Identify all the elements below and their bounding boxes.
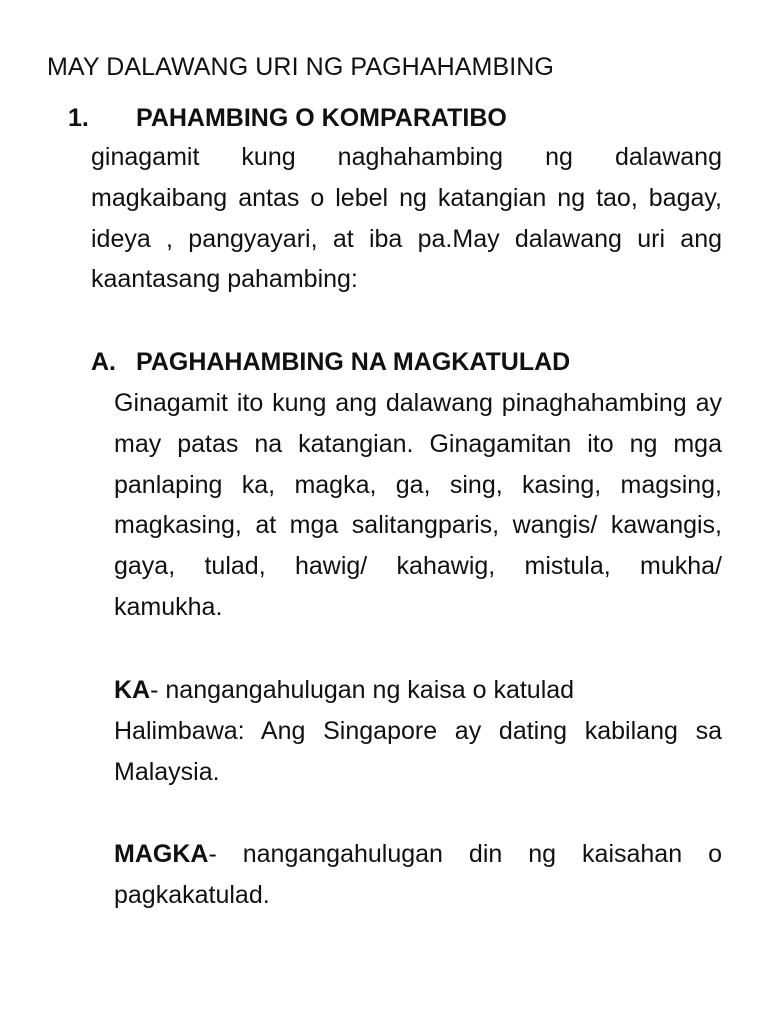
document-title: MAY DALAWANG URI NG PAGHAHAMBING xyxy=(47,53,554,81)
magka-definition: - nangangahulugan din ng kaisahan o pagkakatulad. xyxy=(114,840,722,909)
ka-term: KA xyxy=(114,676,151,704)
section-1-number: 1. xyxy=(68,104,89,132)
section-1-body: ginagamit kung naghahambing ng dalawang magkaibang antas o lebel ng katangian ng tao, bagay, ideya , pangyayari, at iba pa.May dalawang uri ang kaantasang pahambing: xyxy=(91,143,722,294)
ka-example: Halimbawa: Ang Singapore ay dating kabilang sa Malaysia. xyxy=(114,716,722,786)
section-1-title: PAHAMBING O KOMPARATIBO xyxy=(136,104,507,132)
section-a-title: PAGHAHAMBING NA MAGKATULAD xyxy=(136,348,571,376)
magka-definition-block xyxy=(114,834,722,916)
section-a-body: Ginagamit ito kung ang dalawang pinaghahambing ay may patas na katangian. Ginagamitan ito ng mga panlaping ka, magka, ga, sing, kasing, magsing, magkasing, at mga salitangparis, wangis/ kawangis, gaya, tulad, hawig/ kahawig, mistula, mukha/ kamukha. xyxy=(114,389,722,621)
section-1-heading xyxy=(68,101,507,135)
section-a-heading xyxy=(91,345,570,379)
section-a-letter: A. xyxy=(91,348,116,376)
ka-definition: - nangangahulugan ng kaisa o katulad xyxy=(150,676,575,704)
ka-definition-block xyxy=(114,670,722,792)
magka-term: MAGKA xyxy=(114,840,209,868)
